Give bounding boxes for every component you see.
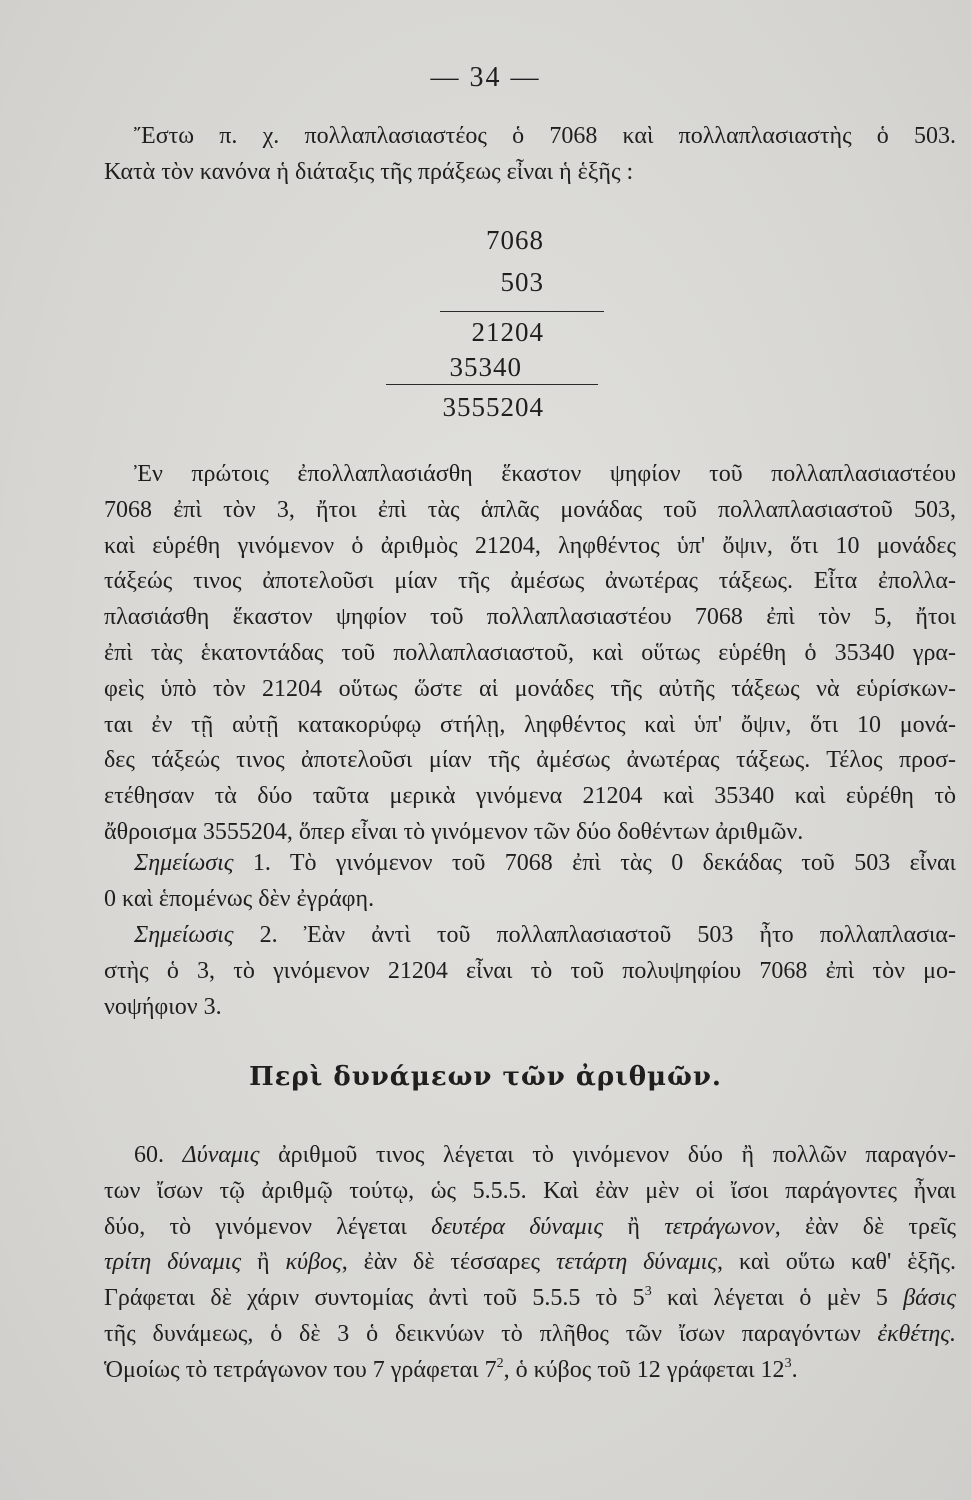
note-text: 0 καὶ ἑπομένως δὲν ἐγράφη.: [104, 885, 375, 912]
page-number: — 34 —: [430, 62, 541, 93]
section-text: δύο, τὸ γινόμενον λέγεται: [104, 1213, 407, 1240]
note-1: [104, 846, 956, 918]
term-base: βάσις: [903, 1285, 957, 1312]
explanation-line: δες τάξεώς τινος ἀποτελοῦσι μίαν τῆς ἀμέσως ἀνωτέρας τάξεως. Τέλος προσ-: [104, 747, 956, 774]
section-heading: Περὶ δυνάμεων τῶν ἀριθμῶν.: [249, 1062, 722, 1092]
note-text: στὴς ὁ 3, τὸ γινόμενον 21204 εἶναι τὸ τοῦ πολυψηφίου 7068 ἐπὶ τὸν μο-: [104, 957, 956, 984]
exponent: 3: [784, 1355, 792, 1371]
note-text: νοψήφιον 3.: [104, 993, 222, 1020]
note-text: 1. Τὸ γινόμενον τοῦ 7068 ἐπὶ τὰς 0 δεκάδας τοῦ 503 εἶναι: [252, 850, 956, 876]
multiplier: 503: [500, 267, 544, 297]
section-text: .: [791, 1356, 798, 1383]
explanation-line: ἄθροισμα 3555204, ὅπερ εἶναι τὸ γινόμενον τῶν δύο δοθέντων ἀριθμῶν.: [104, 818, 804, 845]
exponent: 2: [496, 1355, 504, 1371]
calc-rule-2: [386, 384, 598, 385]
term-fourth-power: τετάρτη δύναμις: [555, 1249, 718, 1276]
term-cube: κύβος: [285, 1249, 342, 1276]
intro-line: Ἔστω π. χ. πολλαπλασιαστέος ὁ 7068 καὶ πολλαπλασιαστὴς ὁ 503.: [134, 123, 956, 149]
note-label: Σημείωσις: [134, 850, 234, 876]
section-text: , ἐὰν δὲ τρεῖς: [774, 1213, 957, 1240]
term-second-power: δευτέρα δύναμις: [431, 1213, 604, 1240]
section-number: 60.: [134, 1142, 164, 1168]
term-dynamis: Δύναμις: [182, 1142, 260, 1168]
term-square: τετράγωνον: [664, 1213, 775, 1240]
section-text: των ἴσων τῷ ἀριθμῷ τούτῳ, ὡς 5.5.5. Καὶ ἐὰν μὲν οἱ ἴσοι παράγοντες ἦναι: [104, 1177, 956, 1204]
final-product: 3555204: [442, 392, 544, 422]
section-text: καὶ λέγεται ὁ μὲν 5: [667, 1285, 888, 1312]
multiplication-layout: [380, 225, 580, 425]
note-2: [104, 918, 956, 1025]
intro-line: Κατὰ τὸν κανόνα ἡ διάταξις τῆς πράξεως εἶναι ἡ ἑξῆς :: [104, 158, 634, 185]
explanation-line: ετέθησαν τὰ δύο ταῦτα μερικὰ γινόμενα 21204 καὶ 35340 καὶ εὑρέθη τὸ: [104, 783, 956, 810]
explanation-line: καὶ εὑρέθη γινόμενον ὁ ἀριθμὸς 21204, ληφθέντος ὑπ' ὄψιν, ὅτι 10 μονάδες: [104, 532, 956, 559]
section-text: Ὁμοίως τὸ τετράγωνον του 7 γράφεται 7: [104, 1356, 497, 1383]
partial-product-1: 21204: [471, 317, 544, 347]
explanation-paragraph: [104, 457, 956, 851]
explanation-line: φεὶς ὑπὸ τὸν 21204 οὕτως ὥστε αἱ μονάδες τῆς αὐτῆς τάξεως νὰ εὑρίσκων-: [104, 675, 956, 702]
term-third-power: τρίτη δύναμις: [104, 1249, 242, 1276]
intro-paragraph: [104, 119, 956, 191]
section-text: ἢ: [627, 1213, 640, 1240]
explanation-line: τάξεώς τινος ἀποτελοῦσι μίαν τῆς ἀμέσως ἀνωτέρας τάξεως. Εἶτα ἐπολλα-: [104, 568, 956, 595]
partial-product-2: 35340: [449, 352, 522, 382]
section-60: [104, 1138, 956, 1389]
section-text: τῆς δυνάμεως, ὁ δὲ 3 ὁ δεικνύων τὸ πλῆθος τῶν ἴσων παραγόντων: [104, 1320, 861, 1347]
explanation-line: 7068 ἐπὶ τὸν 3, ἤτοι ἐπὶ τὰς ἁπλᾶς μονάδας τοῦ πολλαπλασιαστοῦ 503,: [104, 496, 956, 523]
section-text: Γράφεται δὲ χάριν συντομίας ἀντὶ τοῦ 5.5.5 τὸ 5: [104, 1285, 645, 1312]
explanation-line: ἐπὶ τὰς ἑκατοντάδας τοῦ πολλαπλασιαστοῦ, καὶ οὕτως εὑρέθη ὁ 35340 γρα-: [104, 639, 956, 666]
section-text: ἢ: [256, 1249, 270, 1276]
section-text: ἀριθμοῦ τινος λέγεται τὸ γινόμενον δύο ἢ πολλῶν παραγόν-: [278, 1142, 957, 1168]
multiplicand: 7068: [486, 225, 544, 255]
explanation-line: πλασιάσθη ἕκαστον ψηφίον τοῦ πολλαπλασιαστέου 7068 ἐπὶ τὸν 5, ἤτοι: [104, 604, 956, 631]
term-exponent: ἐκθέτης.: [877, 1320, 957, 1347]
exponent: 3: [644, 1284, 652, 1300]
explanation-line: ται ἐν τῇ αὐτῇ κατακορύφῳ στήλῃ, ληφθέντος καὶ ὑπ' ὄψιν, ὅτι 10 μονά-: [104, 711, 956, 738]
calc-rule-1: [440, 311, 604, 312]
explanation-line: Ἐν πρώτοις ἐπολλαπλασιάσθη ἕκαστον ψηφίον τοῦ πολλαπλασιαστέου: [134, 461, 956, 487]
section-text: , ὁ κύβος τοῦ 12 γράφεται 12: [503, 1356, 785, 1383]
note-label: Σημείωσις: [134, 922, 234, 948]
note-text: 2. Ἐὰν ἀντὶ τοῦ πολλαπλασιαστοῦ 503 ἦτο πολλαπλασια-: [259, 922, 957, 948]
section-text: , καὶ οὕτω καθ' ἑξῆς.: [717, 1249, 957, 1276]
section-text: , ἐὰν δὲ τέσσαρες: [341, 1249, 541, 1276]
